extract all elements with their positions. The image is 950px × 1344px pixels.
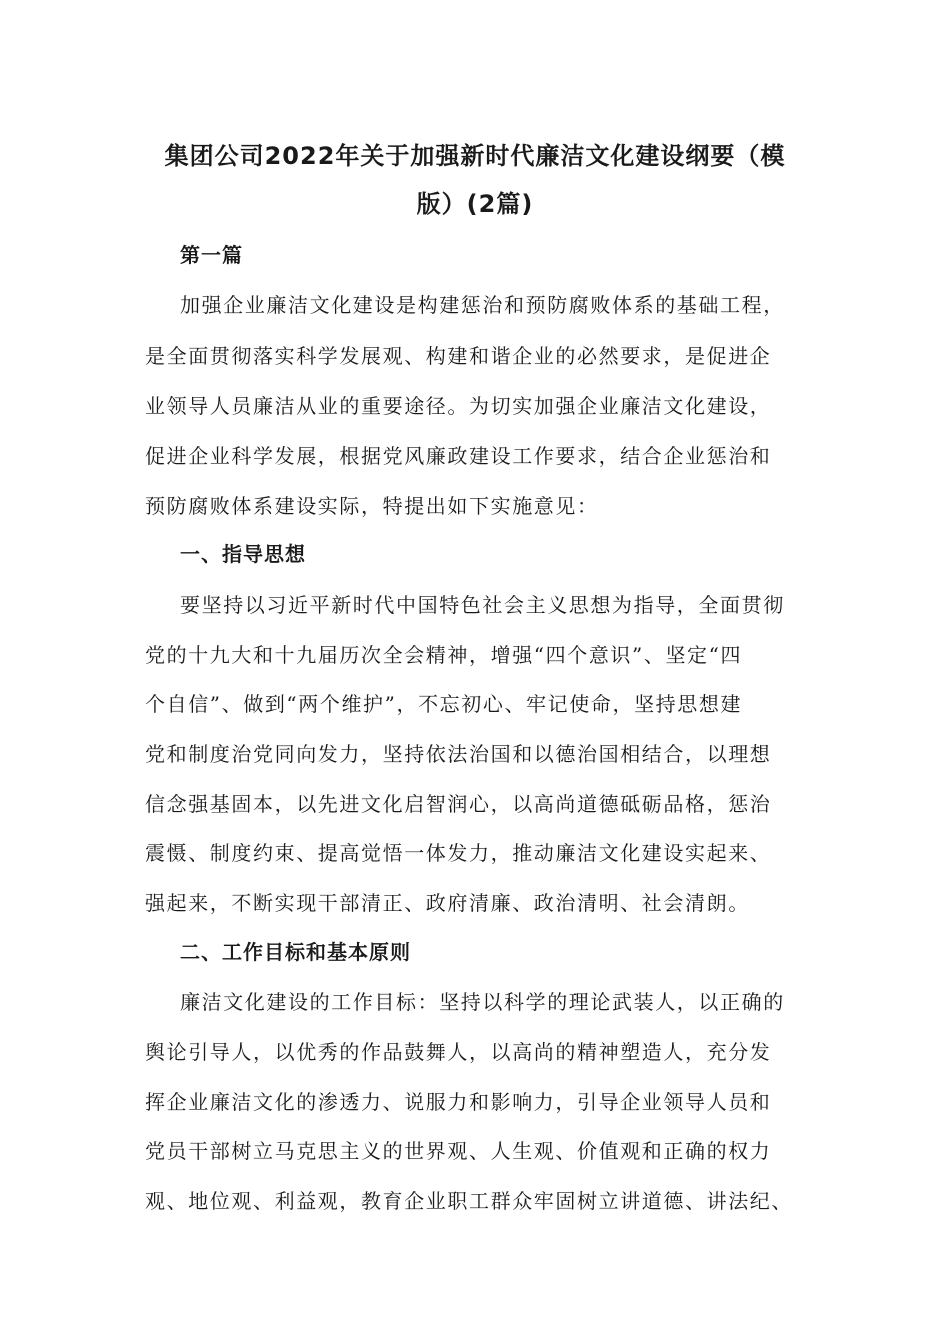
guiding-line: 震慑、制度约束、提高觉悟一体发力，推动廉洁文化建设实起来、 <box>145 841 772 865</box>
guiding-line: 强起来，不断实现干部清正、政府清廉、政治清明、社会清朗。 <box>145 891 750 915</box>
goal-line: 挥企业廉洁文化的渗透力、说服力和影响力，引导企业领导人员和 <box>145 1090 772 1114</box>
guiding-line: 党的十九大和十九届历次全会精神，增强“四个意识”、坚定“四 <box>145 643 743 667</box>
heading-guiding-ideology: 一、指导思想 <box>180 542 306 566</box>
guiding-line: 信念强基固本，以先进文化启智润心，以高尚道德砥砺品格，惩治 <box>145 792 772 816</box>
document-title-line-1: 集团公司2022年关于加强新时代廉洁文化建设纲要（模 <box>164 142 786 170</box>
guiding-line: 要坚持以习近平新时代中国特色社会主义思想为指导，全面贯彻 <box>180 593 785 617</box>
intro-line: 加强企业廉洁文化建设是构建惩治和预防腐败体系的基础工程， <box>180 293 785 317</box>
goal-line: 廉洁文化建设的工作目标：坚持以科学的理论武装人，以正确的 <box>180 990 785 1014</box>
guiding-line: 党和制度治党同向发力，坚持依法治国和以德治国相结合，以理想 <box>145 742 772 766</box>
document-title-line-2: 版）(2篇) <box>416 190 534 218</box>
intro-line: 业领导人员廉洁从业的重要途径。为切实加强企业廉洁文化建设， <box>145 394 772 418</box>
guiding-line: 个自信”、做到“两个维护”，不忘初心、牢记使命，坚持思想建 <box>145 692 743 716</box>
goal-line: 观、地位观、利益观，教育企业职工群众牢固树立讲道德、讲法纪、 <box>145 1189 793 1213</box>
intro-line: 是全面贯彻落实科学发展观、构建和谐企业的必然要求，是促进企 <box>145 344 772 368</box>
goal-line: 舆论引导人，以优秀的作品鼓舞人，以高尚的精神塑造人，充分发 <box>145 1040 772 1064</box>
section-heading: 第一篇 <box>180 243 243 267</box>
intro-line: 预防腐败体系建设实际，特提出如下实施意见： <box>145 494 599 518</box>
goal-line: 党员干部树立马克思主义的世界观、人生观、价值观和正确的权力 <box>145 1139 772 1163</box>
intro-line: 促进企业科学发展，根据党风廉政建设工作要求，结合企业惩治和 <box>145 444 772 468</box>
heading-goals-principles: 二、工作目标和基本原则 <box>180 940 411 964</box>
